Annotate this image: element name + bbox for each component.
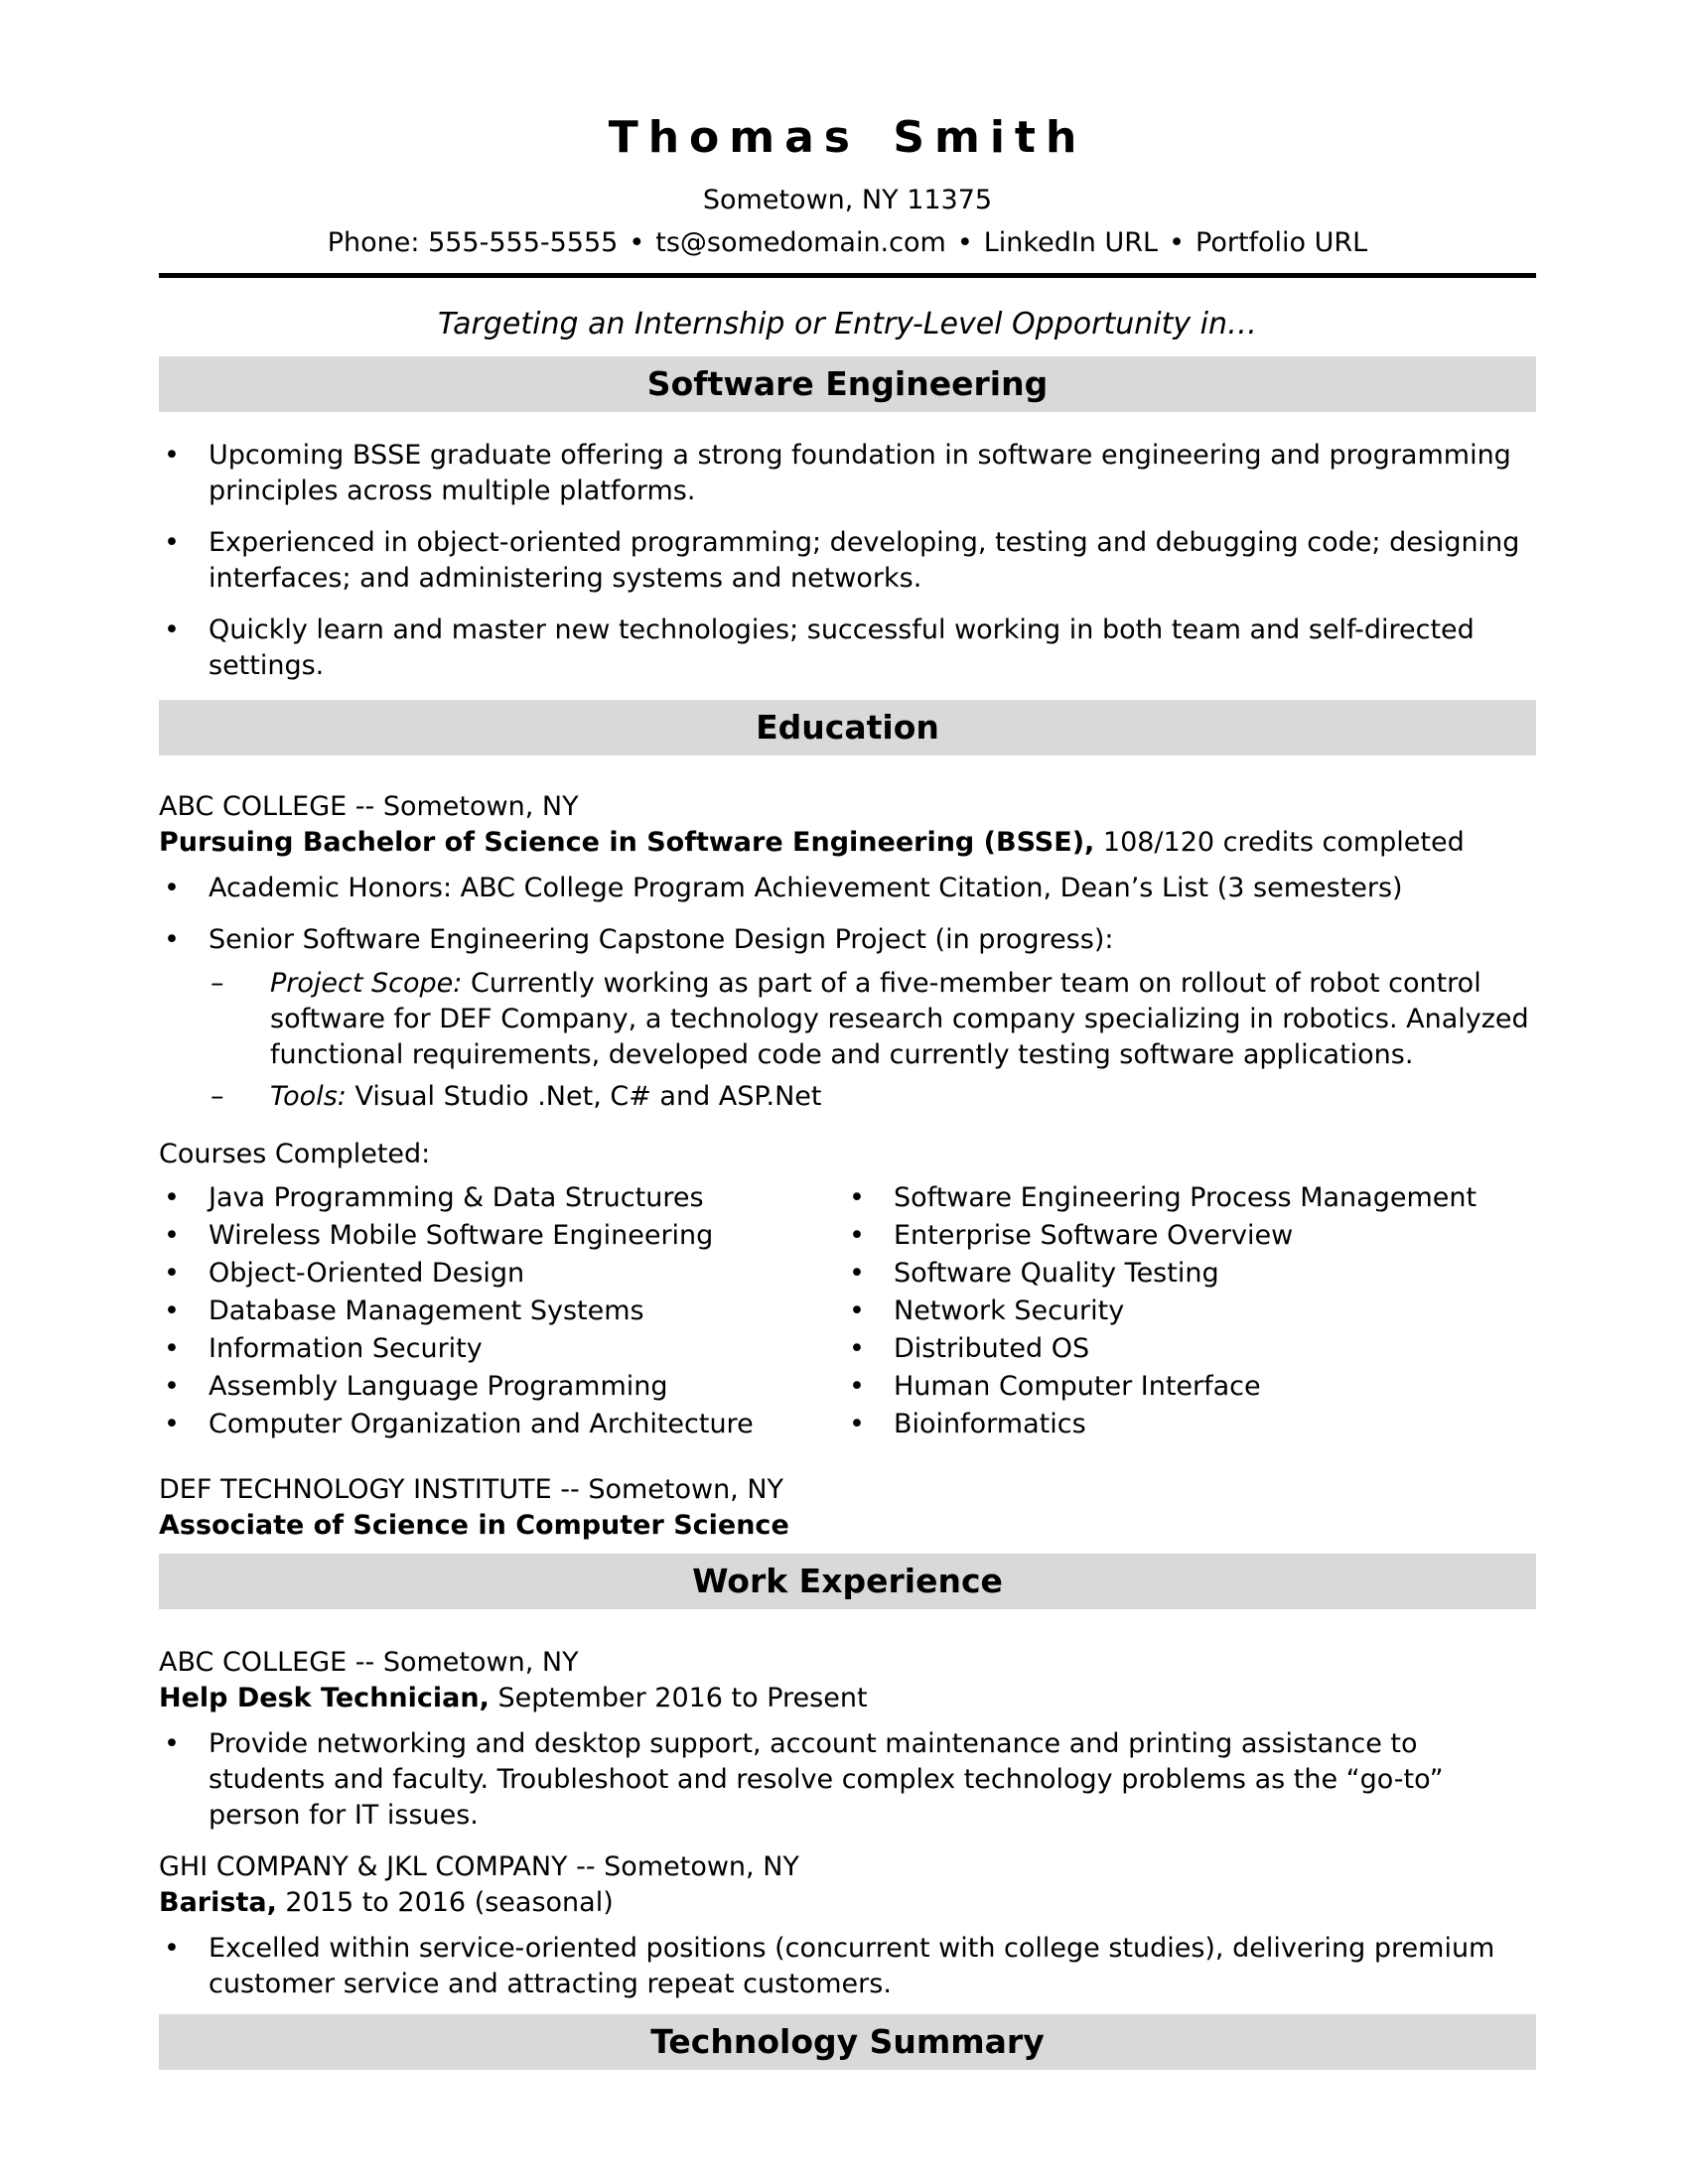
school-name: DEF TECHNOLOGY INSTITUTE -- Sometown, NY	[159, 1474, 784, 1505]
job-bullet-item	[159, 1931, 1536, 2002]
job-dates: September 2016 to Present	[489, 1683, 868, 1713]
capstone-sub-item	[211, 1079, 1536, 1115]
job-bullet-list	[159, 1931, 1536, 2002]
summary-bullet-list	[159, 438, 1536, 684]
course-text: Information Security	[209, 1333, 483, 1364]
summary-bullet-text: Quickly learn and master new technologies; successful working in both team and self-directed settings.	[209, 614, 1475, 681]
project-scope-text	[270, 966, 1536, 1073]
courses-column-2	[844, 1180, 1536, 1442]
course-text: Software Quality Testing	[894, 1258, 1219, 1289]
course-text: Distributed OS	[894, 1333, 1090, 1364]
course-text: Object-Oriented Design	[209, 1258, 525, 1289]
dash-icon: –	[211, 1081, 224, 1112]
job-bullet-item	[159, 1726, 1536, 1834]
job-dates: 2015 to 2016 (seasonal)	[276, 1887, 614, 1918]
capstone-sub-item	[211, 966, 1536, 1073]
course-item	[159, 1218, 844, 1254]
job-title-bold: Barista,	[159, 1887, 277, 1918]
capstone-bullet-text: Senior Software Engineering Capstone Design Project (in progress):	[209, 924, 1114, 955]
bullet-icon: •	[164, 1296, 180, 1326]
bullet-icon: •	[164, 1220, 180, 1251]
section-title-work-experience: Work Experience	[692, 1562, 1003, 1600]
job-bullet-text: Excelled within service-oriented positions (concurrent with college studies), delivering premium customer service and attracting repeat customers.	[209, 1933, 1495, 1999]
section-banner-technology-summary	[159, 2014, 1536, 2070]
dash-icon: –	[211, 968, 224, 999]
bullet-icon: •	[849, 1220, 865, 1251]
education-bullet-list	[159, 922, 1536, 958]
tools-text	[270, 1079, 1536, 1115]
portfolio-text: Portfolio URL	[1196, 227, 1368, 258]
bullet-icon: •	[164, 1728, 180, 1759]
candidate-address: Sometown, NY 11375	[702, 185, 993, 215]
course-text: Software Engineering Process Management	[894, 1182, 1477, 1213]
course-item	[844, 1407, 1536, 1442]
linkedin-text: LinkedIn URL	[983, 227, 1159, 258]
bullet-icon: •	[164, 614, 180, 645]
courses-column-1	[159, 1180, 844, 1442]
summary-bullet-text: Upcoming BSSE graduate offering a strong foundation in software engineering and programming principles across multiple platforms.	[209, 440, 1511, 506]
courses-heading: Courses Completed:	[159, 1139, 431, 1169]
course-text: Java Programming & Data Structures	[209, 1182, 704, 1213]
separator-dot-icon: •	[1169, 227, 1185, 258]
tools-body: Visual Studio .Net, C# and ASP.Net	[346, 1081, 822, 1112]
course-text: Bioinformatics	[894, 1409, 1086, 1439]
phone-text: Phone: 555-555-5555	[327, 227, 619, 258]
bullet-icon: •	[164, 440, 180, 471]
bullet-icon: •	[164, 1933, 180, 1964]
bullet-icon: •	[849, 1371, 865, 1402]
employer-name: ABC COLLEGE -- Sometown, NY	[159, 1647, 579, 1678]
summary-bullet-item	[159, 438, 1536, 509]
course-text: Wireless Mobile Software Engineering	[209, 1220, 714, 1251]
course-text: Enterprise Software Overview	[894, 1220, 1294, 1251]
section-title-education: Education	[756, 708, 939, 747]
honors-bullet-text: Academic Honors: ABC College Program Achievement Citation, Dean’s List (3 semesters)	[209, 873, 1403, 903]
course-item	[844, 1369, 1536, 1405]
summary-bullet-item	[159, 525, 1536, 597]
candidate-name: Thomas Smith	[608, 112, 1087, 163]
objective-tagline: Targeting an Internship or Entry-Level Opportunity in…	[438, 307, 1257, 341]
bullet-icon: •	[849, 1258, 865, 1289]
course-item	[159, 1294, 844, 1329]
course-text: Computer Organization and Architecture	[209, 1409, 754, 1439]
resume-header	[159, 111, 1536, 278]
tools-label: Tools:	[270, 1081, 347, 1112]
course-item	[159, 1407, 844, 1442]
summary-bullet-item	[159, 613, 1536, 684]
degree-bold-text: Associate of Science in Computer Science	[159, 1510, 789, 1541]
degree-line	[159, 825, 1536, 861]
degree-bold-text: Pursuing Bachelor of Science in Software Engineering (BSSE),	[159, 827, 1095, 858]
job-bullet-text: Provide networking and desktop support, account maintenance and printing assistance to students and faculty. Troubleshoot and resolve complex technology problems as the “go-to” person for IT issues.	[209, 1728, 1444, 1831]
project-scope-body: Currently working as part of a five-member team on rollout of robot control software for DEF Company, a technology research company specializing in robotics. Analyzed functional requirements, developed code and currently testing software applications.	[270, 968, 1529, 1070]
course-item	[844, 1180, 1536, 1216]
course-item	[159, 1369, 844, 1405]
bullet-icon: •	[849, 1296, 865, 1326]
course-item	[844, 1218, 1536, 1254]
section-banner-education	[159, 700, 1536, 755]
header-divider	[159, 273, 1536, 278]
section-title-technology-summary: Technology Summary	[650, 2022, 1045, 2061]
course-item	[159, 1180, 844, 1216]
bullet-icon: •	[164, 1371, 180, 1402]
bullet-icon: •	[164, 1409, 180, 1439]
email-text: ts@somedomain.com	[655, 227, 946, 258]
capstone-sublist	[211, 966, 1536, 1115]
bullet-icon: •	[849, 1333, 865, 1364]
bullet-icon: •	[164, 527, 180, 558]
section-title-software-engineering: Software Engineering	[646, 364, 1049, 403]
summary-bullet-text: Experienced in object-oriented programming; developing, testing and debugging code; designing interfaces; and administering systems and networks.	[209, 527, 1520, 594]
bullet-icon: •	[849, 1409, 865, 1439]
separator-dot-icon: •	[956, 227, 973, 258]
course-text: Database Management Systems	[209, 1296, 644, 1326]
course-item	[159, 1331, 844, 1367]
course-text: Assembly Language Programming	[209, 1371, 668, 1402]
job-title-line	[159, 1885, 1536, 1921]
employer-name: GHI COMPANY & JKL COMPANY -- Sometown, NY	[159, 1851, 799, 1882]
education-bullet-item	[159, 871, 1536, 906]
education-bullet-item	[159, 922, 1536, 958]
course-item	[844, 1331, 1536, 1367]
bullet-icon: •	[164, 924, 180, 955]
school-name: ABC COLLEGE -- Sometown, NY	[159, 791, 579, 822]
course-item	[844, 1294, 1536, 1329]
job-title-bold: Help Desk Technician,	[159, 1683, 490, 1713]
bullet-icon: •	[164, 1182, 180, 1213]
course-item	[844, 1256, 1536, 1292]
course-text: Network Security	[894, 1296, 1125, 1326]
bullet-icon: •	[849, 1182, 865, 1213]
bullet-icon: •	[164, 1258, 180, 1289]
job-bullet-list	[159, 1726, 1536, 1834]
project-scope-label: Project Scope:	[270, 968, 463, 999]
contact-line	[159, 224, 1536, 261]
courses-grid	[159, 1180, 1536, 1442]
course-item	[159, 1256, 844, 1292]
degree-detail-text: 108/120 credits completed	[1094, 827, 1465, 858]
section-banner-work-experience	[159, 1554, 1536, 1609]
course-text: Human Computer Interface	[894, 1371, 1261, 1402]
bullet-icon: •	[164, 1333, 180, 1364]
education-bullet-list	[159, 871, 1536, 906]
bullet-icon: •	[164, 873, 180, 903]
separator-dot-icon: •	[629, 227, 645, 258]
job-title-line	[159, 1681, 1536, 1716]
section-banner-software-engineering	[159, 356, 1536, 412]
